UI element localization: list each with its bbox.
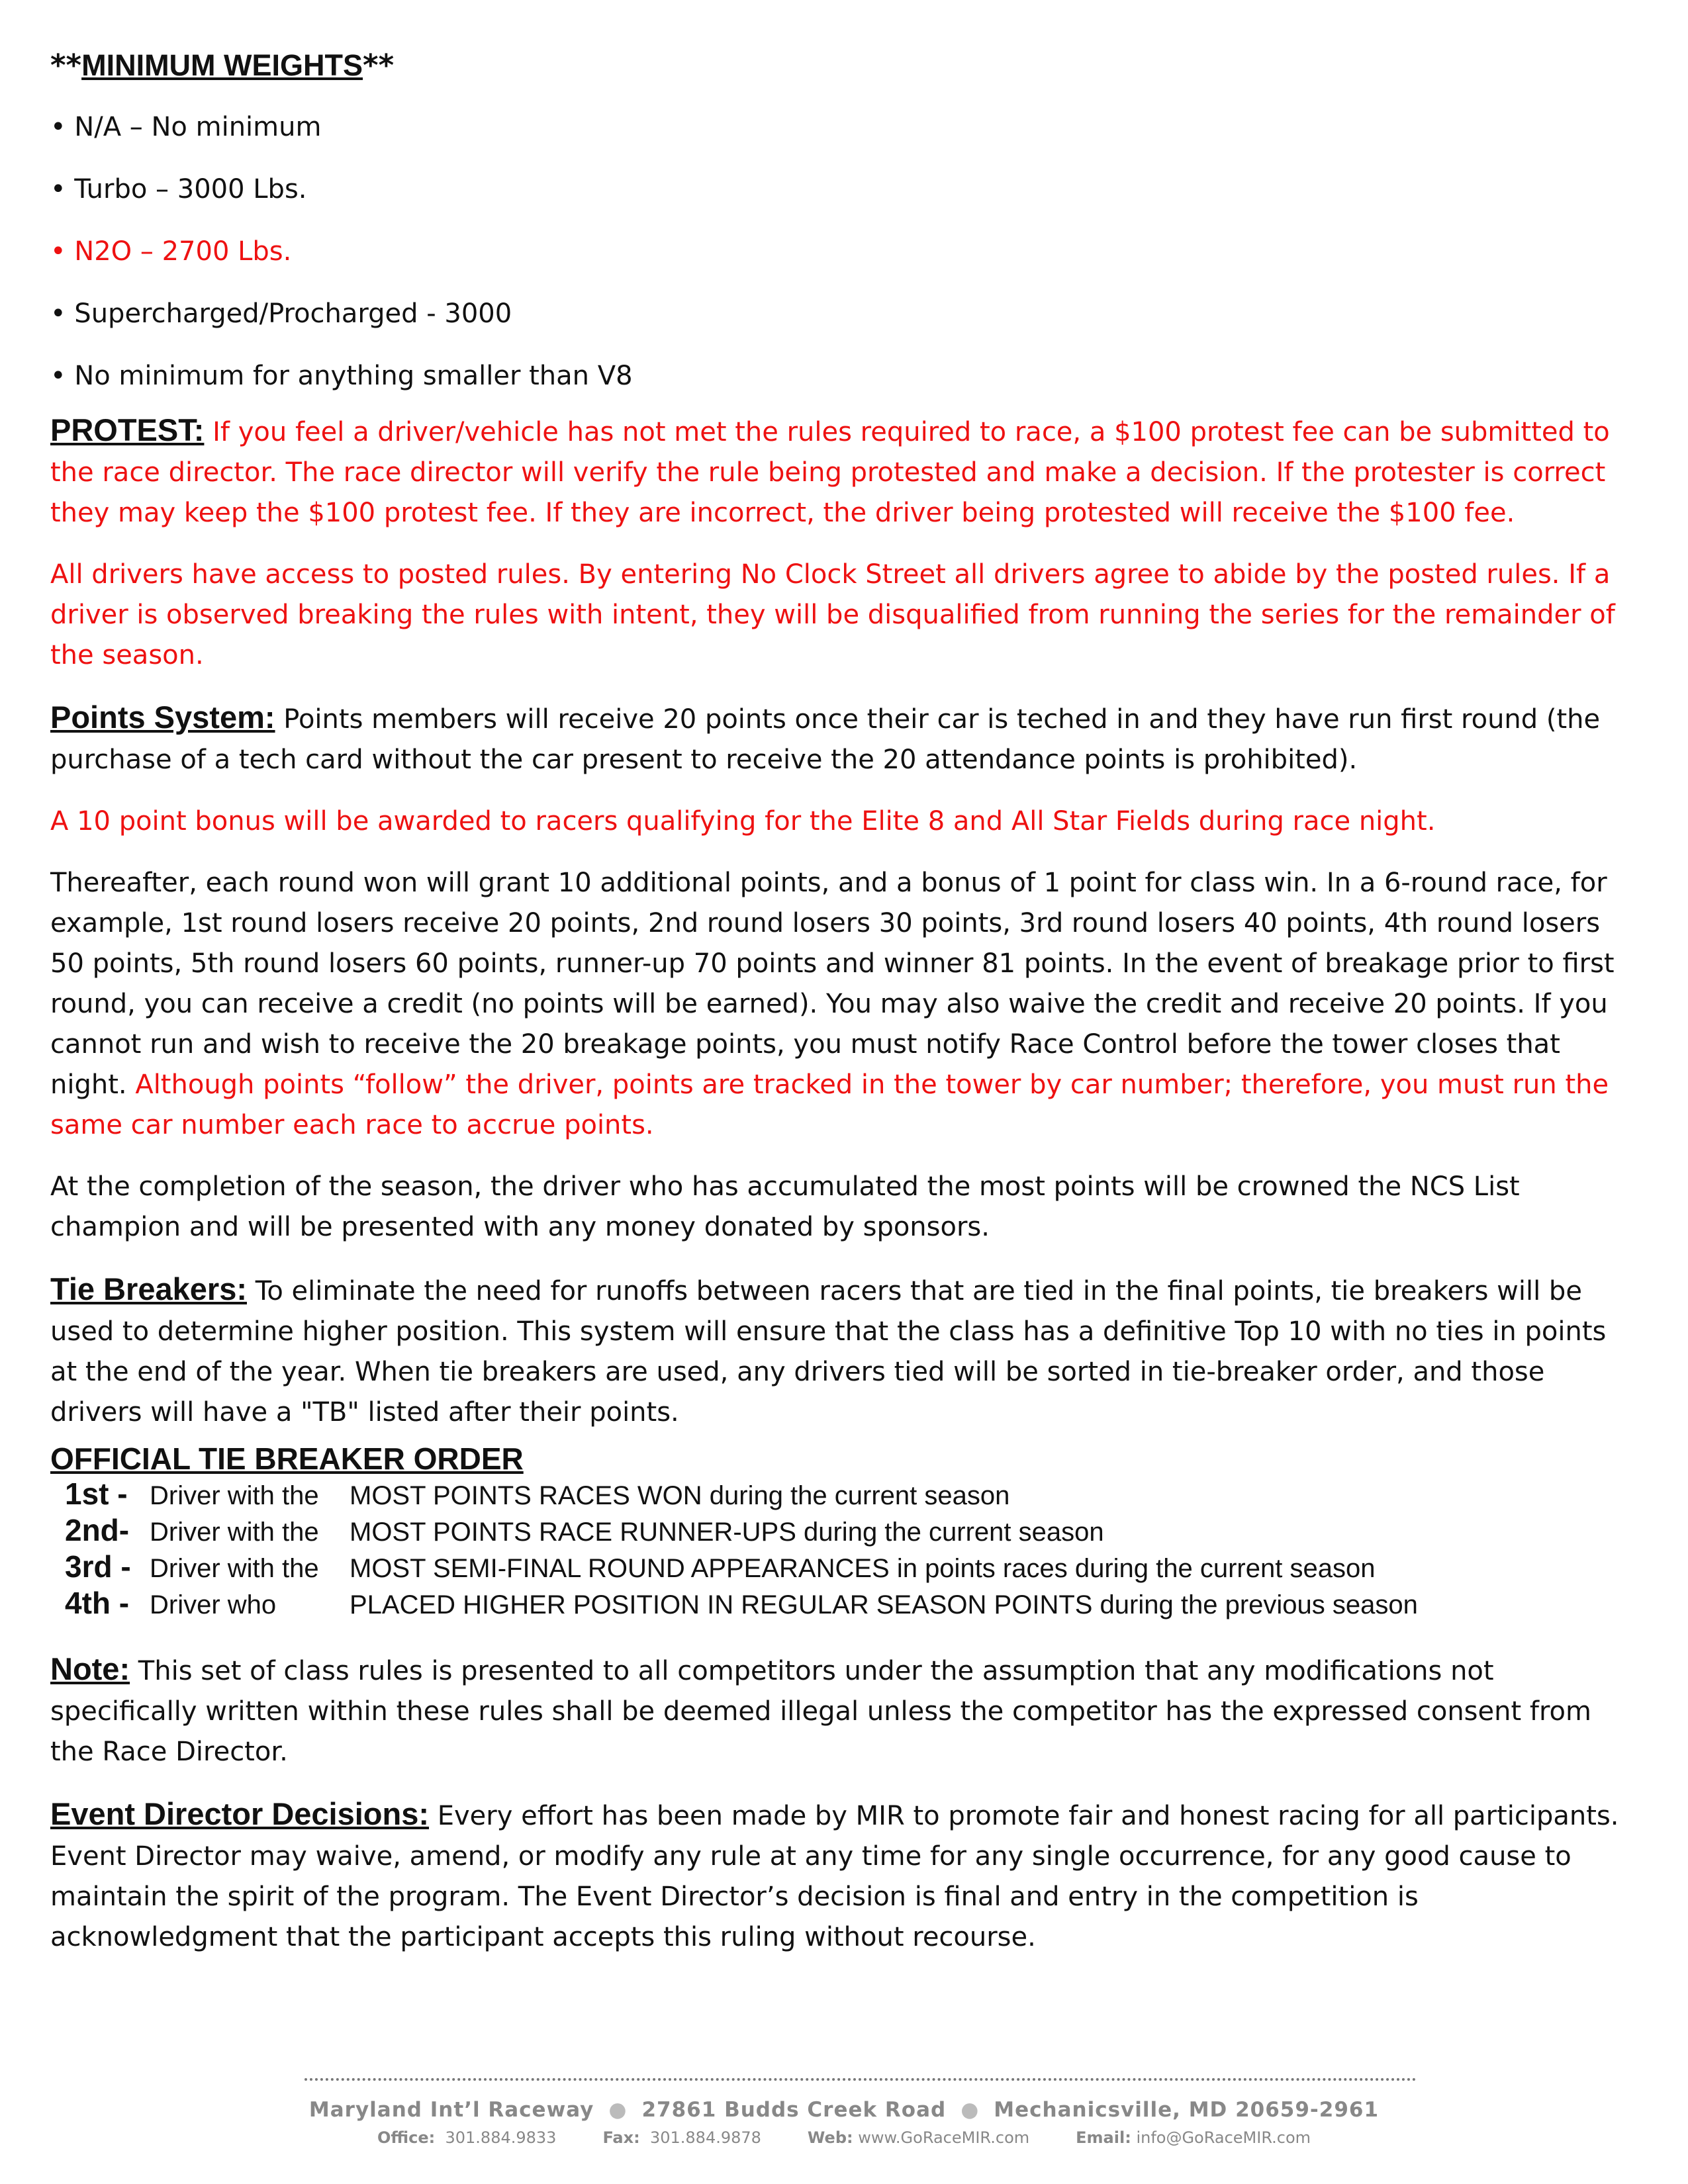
- tie-breaker-who: Driver with the: [150, 1518, 319, 1547]
- thereafter-paragraph: [50, 863, 1639, 1146]
- footer-city: Mechanicsville, MD 20659-2961: [994, 2098, 1380, 2122]
- footer-email-label: Email:: [1076, 2128, 1131, 2147]
- tie-breaker-rank: 3rd -: [65, 1549, 131, 1584]
- protest-text: If you feel a driver/vehicle has not met the rules required to race, a $100 protest fee can be submitted to the race director. The race director will verify the rule being protested and make a decision. If the protester is correct they may keep the $100 protest fee. If they are incorrect, the driver being protested will receive the $100 fee.: [50, 417, 1610, 528]
- tie-breaker-who: Driver who: [150, 1590, 277, 1619]
- tie-breaker-order-title: OFFICIAL TIE BREAKER ORDER: [50, 1441, 524, 1476]
- event-director-heading: Event Director Decisions:: [50, 1796, 430, 1831]
- protest-paragraph: [50, 410, 1639, 533]
- footer-separator-dot: ●: [961, 2098, 980, 2122]
- tie-breakers-text: To eliminate the need for runoffs between racers that are tied in the final points, tie breakers will be used to determine higher position. This system will ensure that the class has a definitive Top 10 with no ties in points at the end of the year. When tie breakers are used, any drivers tied will be sorted in tie-breaker order, and those drivers will have a "TB" listed after their points.: [50, 1276, 1607, 1428]
- rules-access-paragraph: All drivers have access to posted rules. By entering No Clock Street all drivers agree to abide by the posted rules. If a driver is observed breaking the rules with intent, they will be disqualified from running the series for the remainder of the season.: [50, 559, 1615, 670]
- tie-breaker-row: [50, 1586, 1639, 1622]
- tie-breaker-row: [50, 1477, 1639, 1513]
- note-paragraph: [50, 1649, 1639, 1772]
- tie-breaker-rank: 1st -: [65, 1477, 128, 1511]
- minimum-weights-title: **MINIMUM WEIGHTS**: [50, 48, 395, 83]
- tie-breakers-heading: Tie Breakers:: [50, 1271, 247, 1306]
- footer-fax-number: 301.884.9878: [649, 2128, 761, 2147]
- note-heading: Note:: [50, 1651, 130, 1686]
- footer-office-phone: 301.884.9833: [445, 2128, 557, 2147]
- event-director-text: Every effort has been made by MIR to promote fair and honest racing for all participants. Event Director may waive, amend, or modify any rule at any time for any single occurrence, for any good cause to maintain the spirit of the program. The Event Director’s decision is final and entry in the competition is acknowledgment that the participant accepts this ruling without recourse.: [50, 1801, 1619, 1952]
- footer-web-label: Web:: [807, 2128, 853, 2147]
- protest-heading: PROTEST:: [50, 412, 205, 447]
- points-follow-text: Although points “follow” the driver, points are tracked in the tower by car number; therefore, you must run the same car number each race to accrue points.: [50, 1069, 1609, 1140]
- footer-email-link[interactable]: info@GoRaceMIR.com: [1136, 2128, 1311, 2147]
- tie-breaker-criterion: MOST SEMI-FINAL ROUND APPEARANCES in points races during the current season: [350, 1554, 1376, 1583]
- tie-breaker-rank: 4th -: [65, 1586, 130, 1620]
- points-system-heading: Points System:: [50, 700, 275, 735]
- points-system-paragraph: [50, 697, 1639, 780]
- weight-item-supercharged: • Supercharged/Procharged - 3000: [50, 298, 512, 329]
- footer-contact-line: [0, 2128, 1688, 2147]
- tie-breaker-row: [50, 1549, 1639, 1586]
- footer-office-label: Office:: [377, 2128, 436, 2147]
- weight-item-n2o: • N2O – 2700 Lbs.: [50, 236, 292, 267]
- season-completion-paragraph: At the completion of the season, the driver who has accumulated the most points will be crowned the NCS List champion and will be presented with any money donated by sponsors.: [50, 1171, 1520, 1242]
- tie-breaker-order-list: [50, 1477, 1639, 1622]
- event-director-paragraph: [50, 1794, 1639, 1958]
- tie-breaker-criterion: PLACED HIGHER POSITION IN REGULAR SEASON POINTS during the previous season: [350, 1590, 1418, 1619]
- weight-item-na: • N/A – No minimum: [50, 112, 322, 142]
- document-page: [50, 44, 1639, 1979]
- points-system-text: Points members will receive 20 points once their car is teched in and they have run first round (the purchase of a tech card without the car present to receive the 20 attendance points is prohibited).: [50, 704, 1601, 775]
- thereafter-text: Thereafter, each round won will grant 10 additional points, and a bonus of 1 point for class win. In a 6-round race, for example, 1st round losers receive 20 points, 2nd round losers 30 points, 3rd round losers 40 points, 4th round losers 50 points, 5th round losers 60 points, runner-up 70 points and winner 81 points. In the event of breakage prior to first round, you can receive a credit (no points will be earned). You may also waive the credit and receive 20 points. If you cannot run and wish to receive the 20 breakage points, you must notify Race Control before the tower closes that night.: [50, 868, 1615, 1100]
- tie-breaker-criterion: MOST POINTS RACE RUNNER-UPS during the current season: [350, 1518, 1104, 1547]
- bonus-paragraph: A 10 point bonus will be awarded to racers qualifying for the Elite 8 and All Star Fields during race night.: [50, 806, 1436, 837]
- footer-website-link[interactable]: www.GoRaceMIR.com: [858, 2128, 1030, 2147]
- tie-breakers-paragraph: [50, 1269, 1639, 1433]
- weight-item-smaller-than-v8: • No minimum for anything smaller than V8: [50, 361, 633, 391]
- footer-venue-name: Maryland Int’l Raceway: [308, 2098, 594, 2122]
- footer-divider: [305, 2078, 1417, 2081]
- note-text: This set of class rules is presented to all competitors under the assumption that any modifications not specifically written within these rules shall be deemed illegal unless the competitor has the expressed consent from the Race Director.: [50, 1656, 1591, 1767]
- tie-breaker-rank: 2nd-: [65, 1513, 130, 1547]
- tie-breaker-who: Driver with the: [150, 1481, 319, 1510]
- footer-fax-label: Fax:: [602, 2128, 640, 2147]
- tie-breaker-who: Driver with the: [150, 1554, 319, 1583]
- footer-street-address: 27861 Budds Creek Road: [641, 2098, 947, 2122]
- tie-breaker-criterion: MOST POINTS RACES WON during the current season: [350, 1481, 1010, 1510]
- tie-breaker-row: [50, 1513, 1639, 1549]
- footer-separator-dot: ●: [608, 2098, 628, 2122]
- weight-item-turbo: • Turbo – 3000 Lbs.: [50, 174, 307, 205]
- footer-address-line: [0, 2098, 1688, 2122]
